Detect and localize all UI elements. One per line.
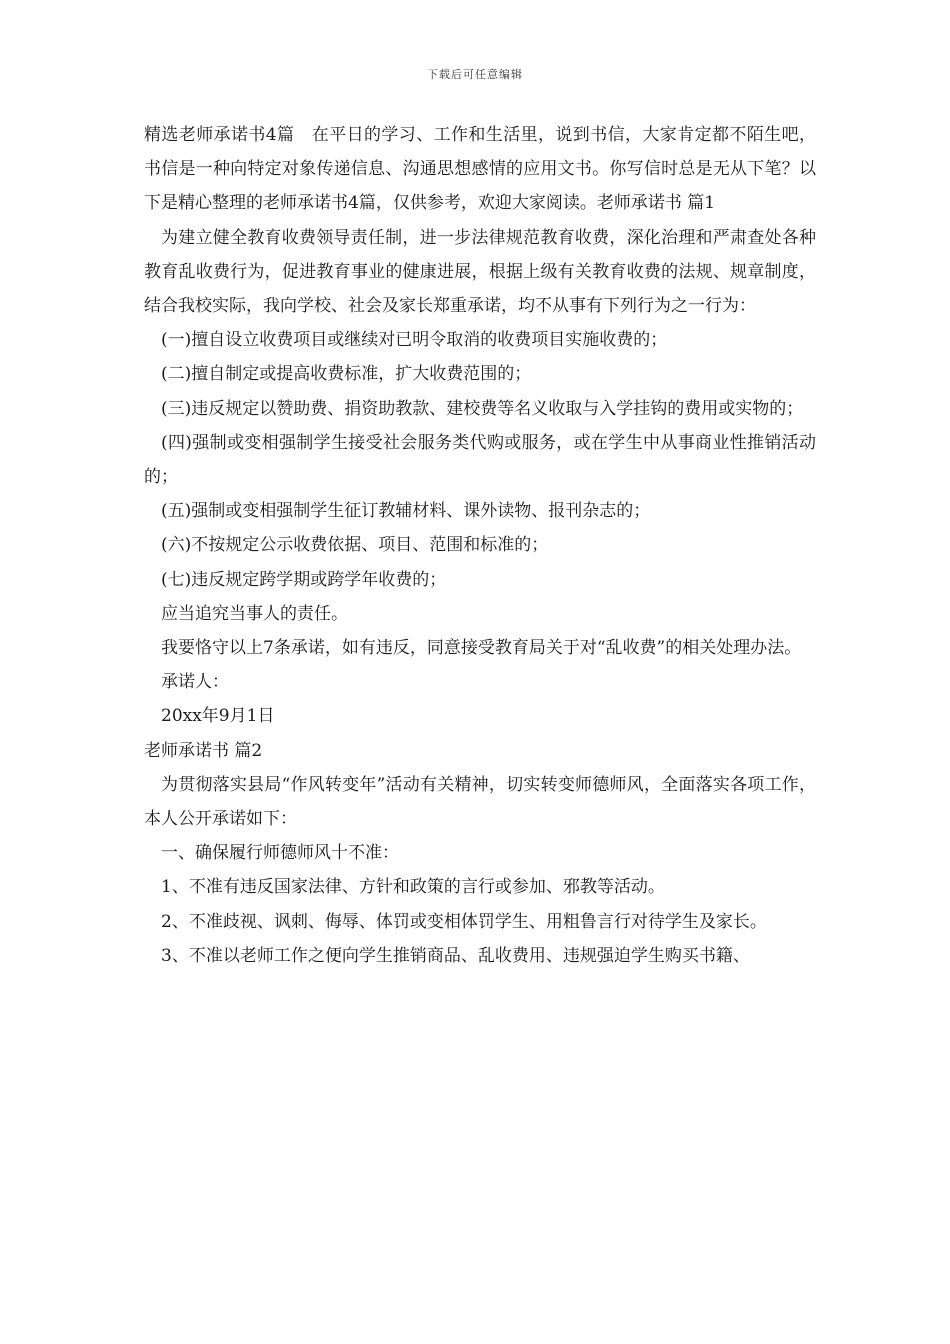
download-note: 下载后可任意编辑 xyxy=(427,68,523,81)
list-item-7: (七)违反规定跨学期或跨学年收费的； xyxy=(161,569,447,590)
section-heading-2: 老师承诺书 篇2 xyxy=(144,740,263,761)
document-body xyxy=(144,118,816,973)
list-item-6: (六)不按规定公示收费依据、项目、范围和标准的； xyxy=(161,535,549,556)
signer-label: 承诺人： xyxy=(161,672,229,693)
section2-subheading: 一、确保履行师德师风十不准： xyxy=(161,843,399,864)
section2-intro-paragraph: 为贯彻落实县局“作风转变年”活动有关精神，切实转变师德师风，全面落实各项工作，本人公开承诺如下： xyxy=(144,774,816,830)
pledge-paragraph: 我要恪守以上7条承诺，如有违反，同意接受教育局关于对“乱收费”的相关处理办法。 xyxy=(161,638,802,659)
commitment-intro-paragraph: 为建立健全教育收费领导责任制，进一步法律规范教育收费，深化治理和严肃查处各种教育乱收费行为，促进教育事业的健康进展，根据上级有关教育收费的法规、规章制度，结合我校实际，我向学校、社会及家长郑重承诺，均不从事有下列行为之一行为： xyxy=(144,227,816,317)
list-item-3: (三)违反规定以赞助费、捐资助教款、建校费等名义收取与入学挂钩的费用或实物的； xyxy=(161,398,804,419)
rule-item-1: 1、不准有违反国家法律、方针和政策的言行或参加、邪教等活动。 xyxy=(161,877,665,898)
rule-item-3: 3、不准以老师工作之便向学生推销商品、乱收费用、违规强迫学生购买书籍、 xyxy=(161,945,750,966)
list-item-1: (一)擅自设立收费项目或继续对已明令取消的收费项目实施收费的； xyxy=(161,330,668,351)
rule-item-2: 2、不准歧视、讽刺、侮辱、体罚或变相体罚学生、用粗鲁言行对待学生及家长。 xyxy=(161,911,767,932)
date-line: 20xx年9月1日 xyxy=(161,706,275,727)
intro-paragraph: 精选老师承诺书4篇 在平日的学习、工作和生活里，说到书信，大家肯定都不陌生吧，书信是一种向特定对象传递信息、沟通思想感情的应用文书。你写信时总是无从下笔？以下是精心整理的老师承诺书4篇，仅供参考，欢迎大家阅读。老师承诺书 篇1 xyxy=(144,125,816,214)
list-item-2: (二)擅自制定或提高收费标准，扩大收费范围的； xyxy=(161,364,532,385)
responsibility-line: 应当追究当事人的责任。 xyxy=(161,603,348,624)
list-item-5: (五)强制或变相强制学生征订教辅材料、课外读物、报刊杂志的； xyxy=(161,501,651,522)
list-item-4: (四)强制或变相强制学生接受社会服务类代购或服务，或在学生中从事商业性推销活动的； xyxy=(144,432,816,488)
